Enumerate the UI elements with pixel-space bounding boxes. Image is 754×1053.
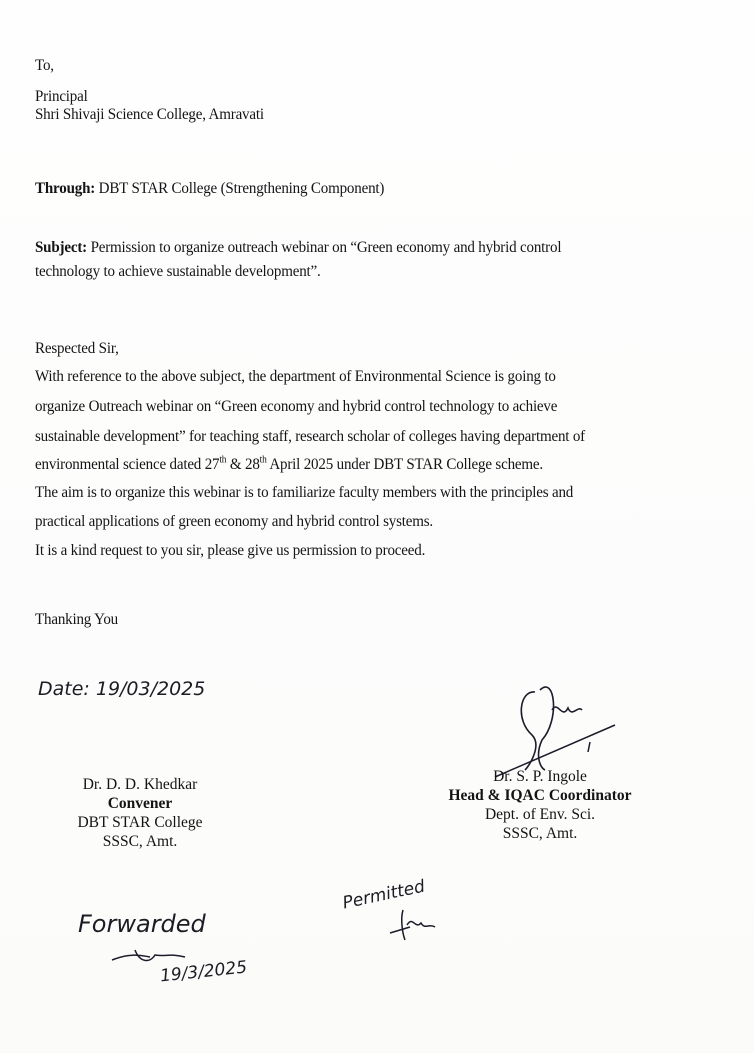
body-line-6: practical applications of green economy and hybrid control systems. bbox=[35, 513, 433, 530]
body-line-3: sustainable development” for teaching staff, research scholar of colleges having department of bbox=[35, 428, 586, 445]
ordinal-suffix: th bbox=[219, 454, 227, 466]
signatory-convener bbox=[60, 775, 220, 851]
forwarded-date: 19/3/2025 bbox=[159, 957, 248, 987]
greeting: Respected Sir, bbox=[35, 340, 119, 357]
body-line-4-a: environmental science dated 27 bbox=[35, 456, 220, 473]
signature-ingole bbox=[480, 680, 620, 780]
signatory-name: Dr. S. P. Ingole bbox=[493, 768, 587, 785]
body-line-5: The aim is to organize this webinar is to familiarize faculty members with the principles and bbox=[35, 484, 574, 501]
body-line-1: With reference to the above subject, the department of Environmental Science is going to bbox=[35, 368, 556, 385]
signatory-place: SSSC, Amt. bbox=[502, 825, 578, 842]
forwarded-note: Forwarded bbox=[78, 910, 206, 938]
through-value: DBT STAR College (Strengthening Component) bbox=[98, 180, 385, 197]
signatory-role: Head & IQAC Coordinator bbox=[448, 787, 632, 804]
body-line-4-c: April 2025 under DBT STAR College scheme. bbox=[266, 456, 543, 473]
signatory-org: Dept. of Env. Sci. bbox=[484, 806, 596, 823]
signatory-place: SSSC, Amt. bbox=[102, 833, 178, 850]
through-label: Through: bbox=[35, 180, 96, 197]
closing: Thanking You bbox=[35, 611, 118, 628]
ordinal-suffix: th bbox=[259, 454, 267, 466]
subject-line bbox=[35, 239, 561, 257]
body-line-4-b: & 28 bbox=[226, 456, 260, 473]
subject-text-1: Permission to organize outreach webinar on “Green economy and hybrid control bbox=[90, 239, 562, 256]
permitted-note: Permitted bbox=[340, 876, 427, 914]
handwritten-date: Date: 19/03/2025 bbox=[38, 678, 206, 700]
salutation-to: To, bbox=[35, 57, 54, 74]
subject-label: Subject: bbox=[35, 239, 87, 256]
recipient-title: Principal bbox=[35, 88, 88, 105]
signatory-name: Dr. D. D. Khedkar bbox=[82, 776, 198, 793]
body-line-2: organize Outreach webinar on “Green economy and hybrid control technology to achieve bbox=[35, 398, 558, 415]
signatory-head bbox=[430, 767, 650, 843]
body-line-7: It is a kind request to you sir, please give us permission to proceed. bbox=[35, 542, 426, 559]
forwarded-initials bbox=[110, 945, 200, 965]
permitted-signature bbox=[385, 905, 445, 945]
recipient-institution: Shri Shivaji Science College, Amravati bbox=[35, 106, 264, 123]
body-line-4 bbox=[35, 456, 543, 474]
subject-text-2: technology to achieve sustainable development”. bbox=[35, 263, 321, 280]
signatory-org: DBT STAR College bbox=[77, 814, 203, 831]
signatory-role: Convener bbox=[107, 795, 173, 812]
through-line bbox=[35, 180, 384, 198]
